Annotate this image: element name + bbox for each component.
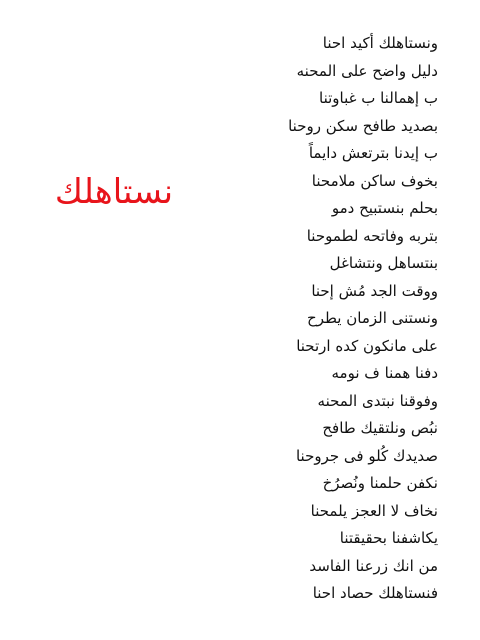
- poem-line: بنتساهل ونتشاغل: [329, 254, 438, 272]
- poem-line: ووقت الجد مُش إحنا: [311, 281, 438, 300]
- poem-line: صديدك كُلو فى جروحنا: [295, 446, 438, 465]
- poem-line: دفنا همنا ف نومه: [331, 364, 438, 382]
- poem-line: نخاف لا العجز يلمحنا: [310, 501, 438, 520]
- poem-line: ونستنى الزمان يطرح: [307, 309, 438, 327]
- poem-line: بتربه وفاتحه لطموحنا: [306, 226, 438, 245]
- poem-title: نستاهلك: [54, 172, 174, 212]
- poem-line: ب إهمالنا ب غباوتنا: [319, 89, 438, 107]
- poem-line: على مانكون كده ارتحنا: [296, 336, 438, 355]
- poem-line: بخوف ساكن ملامحنا: [311, 171, 438, 190]
- poem-line: ب إيدنا بترتعش دايماً: [308, 144, 438, 162]
- poem-body: [238, 30, 438, 608]
- poem-line: بصديد طافح سكن روحنا: [288, 116, 438, 135]
- poem-line: بحلم بنستبيح دمو: [331, 199, 438, 217]
- poem-line: نكفن حلمنا ونُصرُخ: [322, 474, 438, 492]
- poem-line: وفوقنا نبتدى المحنه: [317, 391, 438, 410]
- poem-line: نبُص ونلتقيك طافح: [322, 419, 438, 437]
- poem-line: ونستاهلك أكيد احنا: [322, 34, 438, 52]
- poem-line: يكاشفنا بحقيقتنا: [339, 529, 438, 547]
- poem-line: دليل واضح على المحنه: [296, 61, 438, 80]
- poem-line: من انك زرعنا الفاسد: [309, 556, 438, 575]
- poem-line: فنستاهلك حصاد احنا: [312, 584, 438, 602]
